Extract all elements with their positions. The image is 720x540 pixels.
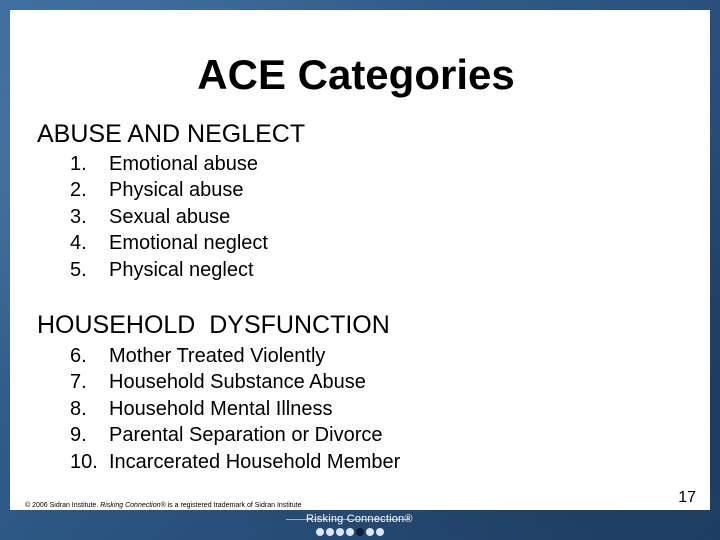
item-number: 4. xyxy=(70,232,87,255)
logo-dot xyxy=(336,528,344,536)
item-text: Household Substance Abuse xyxy=(109,371,366,394)
list-item xyxy=(70,230,268,256)
list-item xyxy=(70,257,268,283)
logo-dot xyxy=(316,528,324,536)
item-text: Emotional abuse xyxy=(109,153,258,175)
copyright-footer xyxy=(25,502,301,509)
logo-dot xyxy=(326,528,334,536)
item-number: 9. xyxy=(70,424,87,447)
item-number: 10. xyxy=(70,450,98,473)
item-number: 1. xyxy=(70,153,87,175)
footer-suffix: is a registered trademark of Sidran Institute xyxy=(165,502,302,509)
item-text: Emotional neglect xyxy=(109,232,268,255)
logo-dots xyxy=(316,528,384,536)
footer-trademark: Risking Connection® xyxy=(100,502,166,509)
footer-prefix: © 2006 Sidran Institute. xyxy=(25,502,101,509)
logo-dot xyxy=(356,528,364,536)
logo-dot xyxy=(366,528,374,536)
page-number: 17 xyxy=(678,489,696,506)
slide-title: ACE Categories xyxy=(197,51,515,98)
section-heading-abuse-neglect: ABUSE AND NEGLECT xyxy=(37,120,306,148)
item-number: 7. xyxy=(70,371,87,394)
list-item xyxy=(70,396,400,422)
item-text: Incarcerated Household Member xyxy=(109,450,401,473)
household-dysfunction-list xyxy=(70,343,400,475)
abuse-neglect-list xyxy=(70,151,268,283)
list-item xyxy=(70,151,268,177)
item-text: Parental Separation or Divorce xyxy=(109,424,383,447)
item-text: Physical abuse xyxy=(109,179,244,202)
logo-dot xyxy=(376,528,384,536)
item-text: Sexual abuse xyxy=(109,205,231,228)
item-text: Physical neglect xyxy=(109,258,254,281)
list-item xyxy=(70,343,400,369)
section-heading-household-dysfunction: HOUSEHOLD DYSFUNCTION xyxy=(37,311,390,339)
logo-text: Risking Connection® xyxy=(306,513,413,525)
item-number: 2. xyxy=(70,179,87,202)
item-number: 8. xyxy=(70,397,87,420)
item-number: 5. xyxy=(70,258,87,281)
risking-connection-logo xyxy=(286,512,413,540)
item-text: Household Mental Illness xyxy=(109,397,333,420)
item-text: Mother Treated Violently xyxy=(109,345,326,367)
logo-dot xyxy=(346,528,354,536)
list-item xyxy=(70,204,268,230)
list-item xyxy=(70,422,400,448)
list-item xyxy=(70,177,268,203)
item-number: 6. xyxy=(70,345,87,367)
list-item xyxy=(70,369,400,395)
list-item xyxy=(70,449,400,475)
item-number: 3. xyxy=(70,205,87,228)
